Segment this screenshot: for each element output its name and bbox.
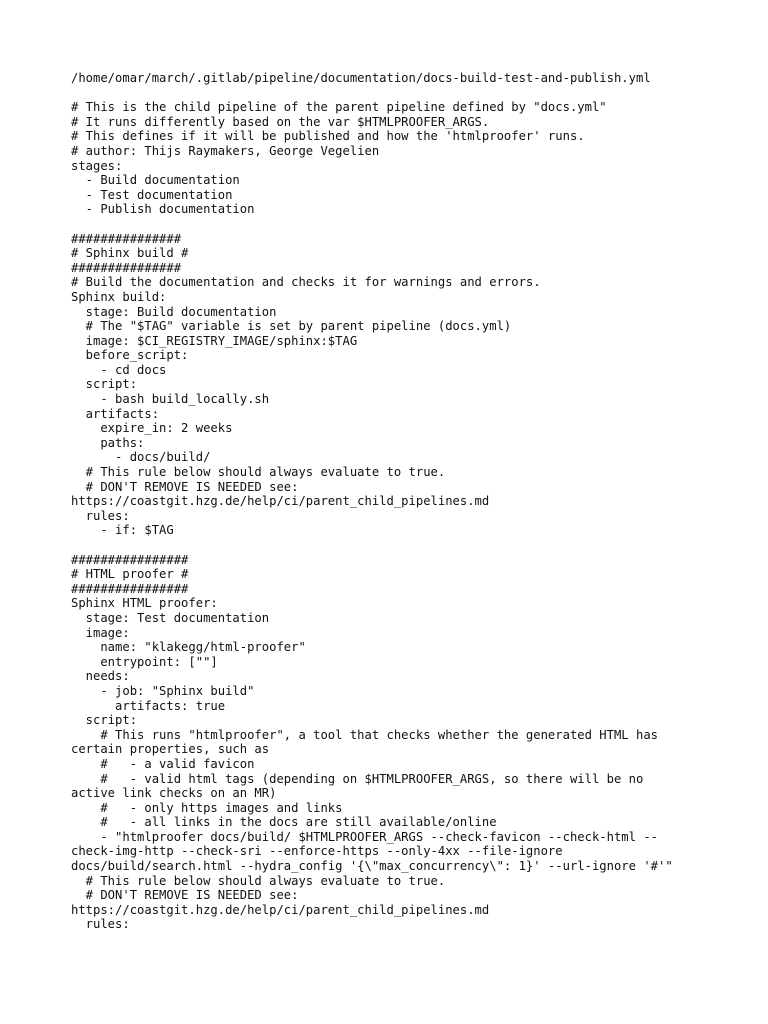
code-line: # It runs differently based on the var $HTMLPROOFER_ARGS. (71, 114, 490, 129)
code-line: # This rule below should always evaluate to true. (71, 873, 446, 888)
code-line: ################ (71, 552, 189, 567)
code-line: active link checks on an MR) (71, 786, 277, 801)
code-line: docs/build/search.html --hydra_config '{\"max_concurrency\": 1}' --url-ignore '#'" (71, 859, 673, 874)
code-line: script: (71, 377, 138, 392)
code-line: entrypoint: [""] (71, 654, 218, 669)
code-line: rules: (71, 917, 130, 932)
code-line: script: (71, 713, 138, 728)
code-line: # The "$TAG" variable is set by parent pipeline (docs.yml) (71, 319, 512, 334)
code-line: Sphinx build: (71, 289, 167, 304)
code-line: expire_in: 2 weeks (71, 421, 233, 436)
code-line: # - a valid favicon (71, 756, 255, 771)
code-line: # - all links in the docs are still available/online (71, 815, 497, 830)
code-line: needs: (71, 669, 130, 684)
code-line: artifacts: (71, 406, 160, 421)
code-line: before_script: (71, 348, 189, 363)
code-line: # Sphinx build # (71, 246, 189, 261)
code-line: # This rule below should always evaluate to true. (71, 465, 446, 480)
code-line: stage: Test documentation (71, 610, 270, 625)
code-line: stage: Build documentation (71, 304, 277, 319)
code-line: certain properties, such as (71, 742, 270, 757)
code-line: # This runs "htmlproofer", a tool that checks whether the generated HTML has (71, 727, 658, 742)
code-line: image: $CI_REGISTRY_IMAGE/sphinx:$TAG (71, 333, 358, 348)
document-page (71, 71, 711, 932)
code-line: check-img-http --check-sri --enforce-https --only-4xx --file-ignore (71, 844, 563, 859)
yaml-code-block (71, 100, 711, 932)
code-line: ################ (71, 581, 189, 596)
code-line: ############### (71, 260, 182, 275)
code-line: # This is the child pipeline of the parent pipeline defined by "docs.yml" (71, 100, 607, 115)
code-line: Sphinx HTML proofer: (71, 596, 218, 611)
code-line: # This defines if it will be published and how the 'htmlproofer' runs. (71, 129, 585, 144)
code-line: - bash build_locally.sh (71, 392, 270, 407)
code-line: stages: (71, 158, 123, 173)
code-line: # author: Thijs Raymakers, George Vegelien (71, 143, 380, 158)
code-line: https://coastgit.hzg.de/help/ci/parent_child_pipelines.md (71, 902, 490, 917)
code-line: # DON'T REMOVE IS NEEDED see: (71, 888, 299, 903)
code-line: paths: (71, 435, 145, 450)
code-line: https://coastgit.hzg.de/help/ci/parent_child_pipelines.md (71, 494, 490, 509)
code-line: name: "klakegg/html-proofer" (71, 640, 306, 655)
code-line (71, 217, 711, 232)
code-line: - docs/build/ (71, 450, 211, 465)
code-line: - Publish documentation (71, 202, 255, 217)
code-line: - Test documentation (71, 187, 233, 202)
code-line: - if: $TAG (71, 523, 174, 538)
code-line: image: (71, 625, 130, 640)
code-line: - Build documentation (71, 173, 240, 188)
code-line: # HTML proofer # (71, 567, 189, 582)
code-line: artifacts: true (71, 698, 226, 713)
code-line: - "htmlproofer docs/build/ $HTMLPROOFER_ARGS --check-favicon --check-html -- (71, 829, 658, 844)
file-path-heading: /home/omar/march/.gitlab/pipeline/documentation/docs-build-test-and-publish.yml (71, 71, 651, 85)
code-line: # - valid html tags (depending on $HTMLPROOFER_ARGS, so there will be no (71, 771, 644, 786)
code-line: - cd docs (71, 362, 167, 377)
code-line: # DON'T REMOVE IS NEEDED see: (71, 479, 299, 494)
code-line: rules: (71, 508, 130, 523)
code-line: # - only https images and links (71, 800, 343, 815)
code-line: - job: "Sphinx build" (71, 683, 255, 698)
code-line (71, 538, 711, 553)
code-line: # Build the documentation and checks it for warnings and errors. (71, 275, 541, 290)
code-line: ############### (71, 231, 182, 246)
